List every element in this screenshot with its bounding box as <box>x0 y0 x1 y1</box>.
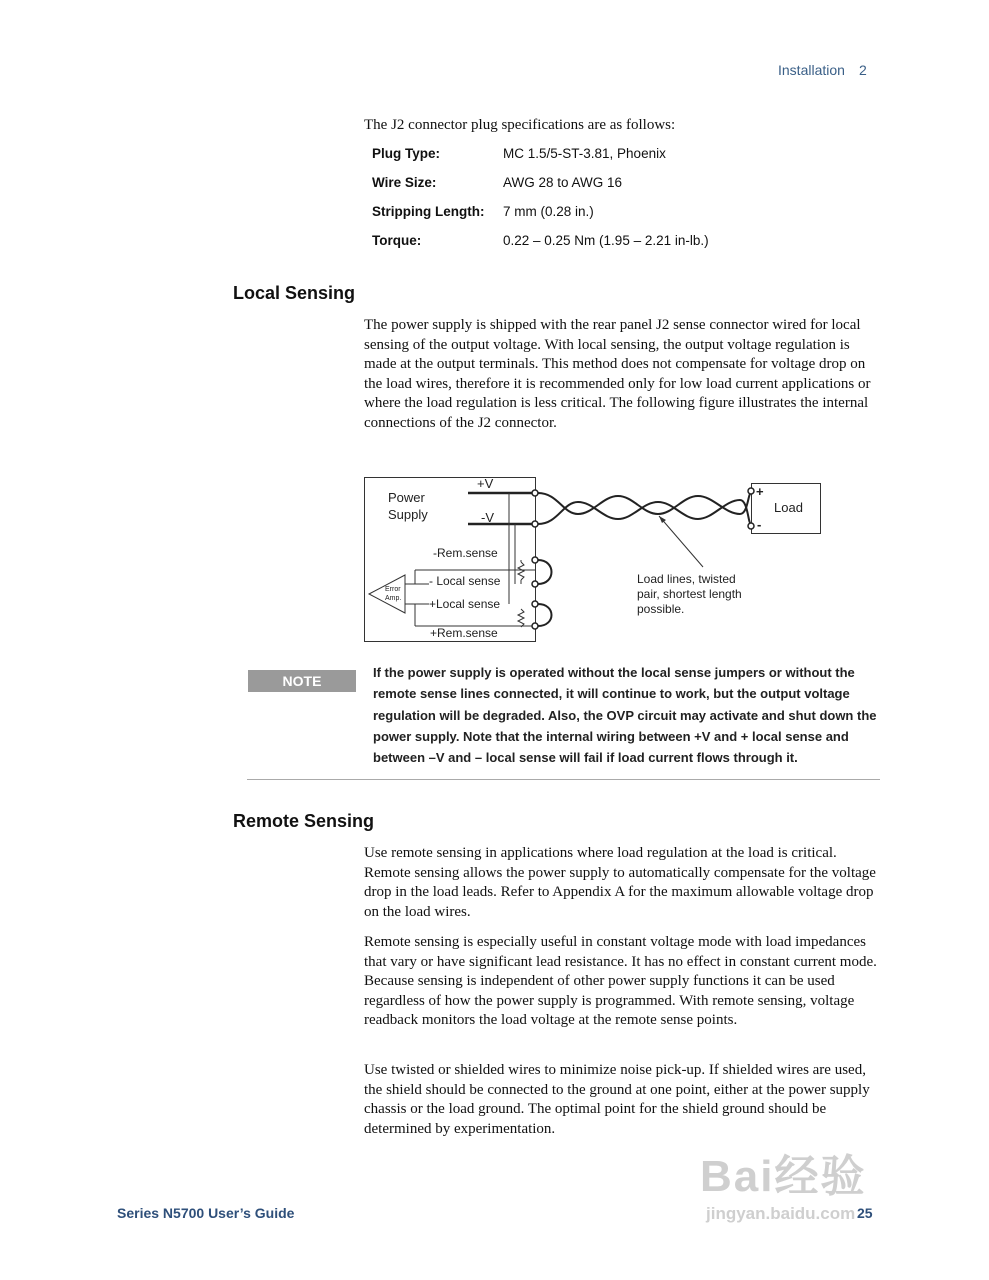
local-sense-plus-label: +Local sense <box>429 597 501 611</box>
remote-sensing-p3: Use twisted or shielded wires to minimize noise pick-up. If shielded wires are used, the shield should be connected to the ground at one point, either at the power supply chassis or the load ground. The optimal point for the shield ground should be determined by experimentation. <box>364 1062 870 1137</box>
running-header <box>778 62 867 78</box>
spec-value: AWG 28 to AWG 16 <box>503 175 623 190</box>
load-plus-label: + <box>756 484 764 499</box>
remote-sensing-p2: Remote sensing is especially useful in constant voltage mode with load impedances that vary or have significant lead resistance. It has no effect in constant current mode. Because sensing is independent of other power supply functions it can be used regardless of how the power supply is programmed. With remote sensing, voltage readback monitors the load voltage at the remote sense points. <box>364 934 877 1028</box>
j2-connector-diagram <box>363 474 833 646</box>
header-section: Installation <box>778 62 845 78</box>
local-sensing-paragraph: The power supply is shipped with the rear panel J2 sense connector wired for local sensing of the output voltage. With local sensing, the output voltage regulation is made at the output terminals. This method does not compensate for voltage drop on the load wires, therefore it is recommended only for low load current applications or where the load regulation is less critical. The following figure illustrates the internal connections of the J2 connector. <box>364 317 871 431</box>
load-label: Load <box>774 500 803 515</box>
error-amp-label-2: Amp. <box>385 595 402 602</box>
note-label: NOTE <box>248 670 356 692</box>
annotation-line-1: Load lines, twisted <box>637 572 736 586</box>
annotation-line-3: possible. <box>637 602 685 616</box>
local-sense-jumper-minus <box>538 560 552 584</box>
header-chapter: 2 <box>858 62 867 78</box>
ps-label-1: Power <box>388 490 425 505</box>
minus-v-label: -V <box>481 510 494 525</box>
plus-v-label: +V <box>477 476 494 491</box>
error-amp-symbol <box>369 575 405 613</box>
spec-key: Wire Size: <box>372 175 437 190</box>
spec-key: Stripping Length: <box>372 204 485 219</box>
ps-label-2: Supply <box>388 507 428 522</box>
divider <box>247 779 880 780</box>
spec-value: 7 mm (0.28 in.) <box>503 204 594 219</box>
watermark-url: jingyan.baidu.com <box>706 1204 856 1223</box>
annotation-line-2: pair, shortest length <box>637 587 742 601</box>
spec-value: MC 1.5/5-ST-3.81, Phoenix <box>503 146 666 161</box>
watermark-brand: Bai经验 <box>700 1152 867 1201</box>
spec-value: 0.22 – 0.25 Nm (1.95 – 2.21 in-lb.) <box>503 233 709 248</box>
heading-local-sensing: Local Sensing <box>233 283 356 303</box>
spec-key: Plug Type: <box>372 146 441 161</box>
load-minus-label: - <box>757 517 762 532</box>
rem-sense-plus-label: +Rem.sense <box>430 626 498 640</box>
error-amp-label-1: Error <box>385 586 401 593</box>
rem-sense-minus-label: -Rem.sense <box>433 546 498 560</box>
note-text: If the power supply is operated without the local sense jumpers or without the remote sense lines connected, it will continue to work, but the output voltage regulation will be degraded. Also, the OVP circuit may activate and shut down the power supply. Note that the internal wiring between +V and + local sense and between –V and – local sense will fail if load current flows through it. <box>373 665 877 766</box>
footer-page-number: 25 <box>857 1205 873 1221</box>
local-sense-jumper-plus <box>538 604 552 626</box>
footer-title: Series N5700 User’s Guide <box>117 1205 295 1221</box>
spec-intro: The J2 connector plug specifications are as follows: <box>364 117 676 133</box>
remote-sensing-p1: Use remote sensing in applications where load regulation at the load is critical. Remote sensing allows the power supply to automatically compensate for the voltage drop in the load leads. Refer to Appendix A for the maximum allowable voltage drop on the load wires. <box>364 845 876 920</box>
watermark <box>700 1140 866 1224</box>
heading-remote-sensing: Remote Sensing <box>233 811 375 831</box>
local-sense-minus-label: - Local sense <box>429 574 501 588</box>
spec-key: Torque: <box>372 233 422 248</box>
